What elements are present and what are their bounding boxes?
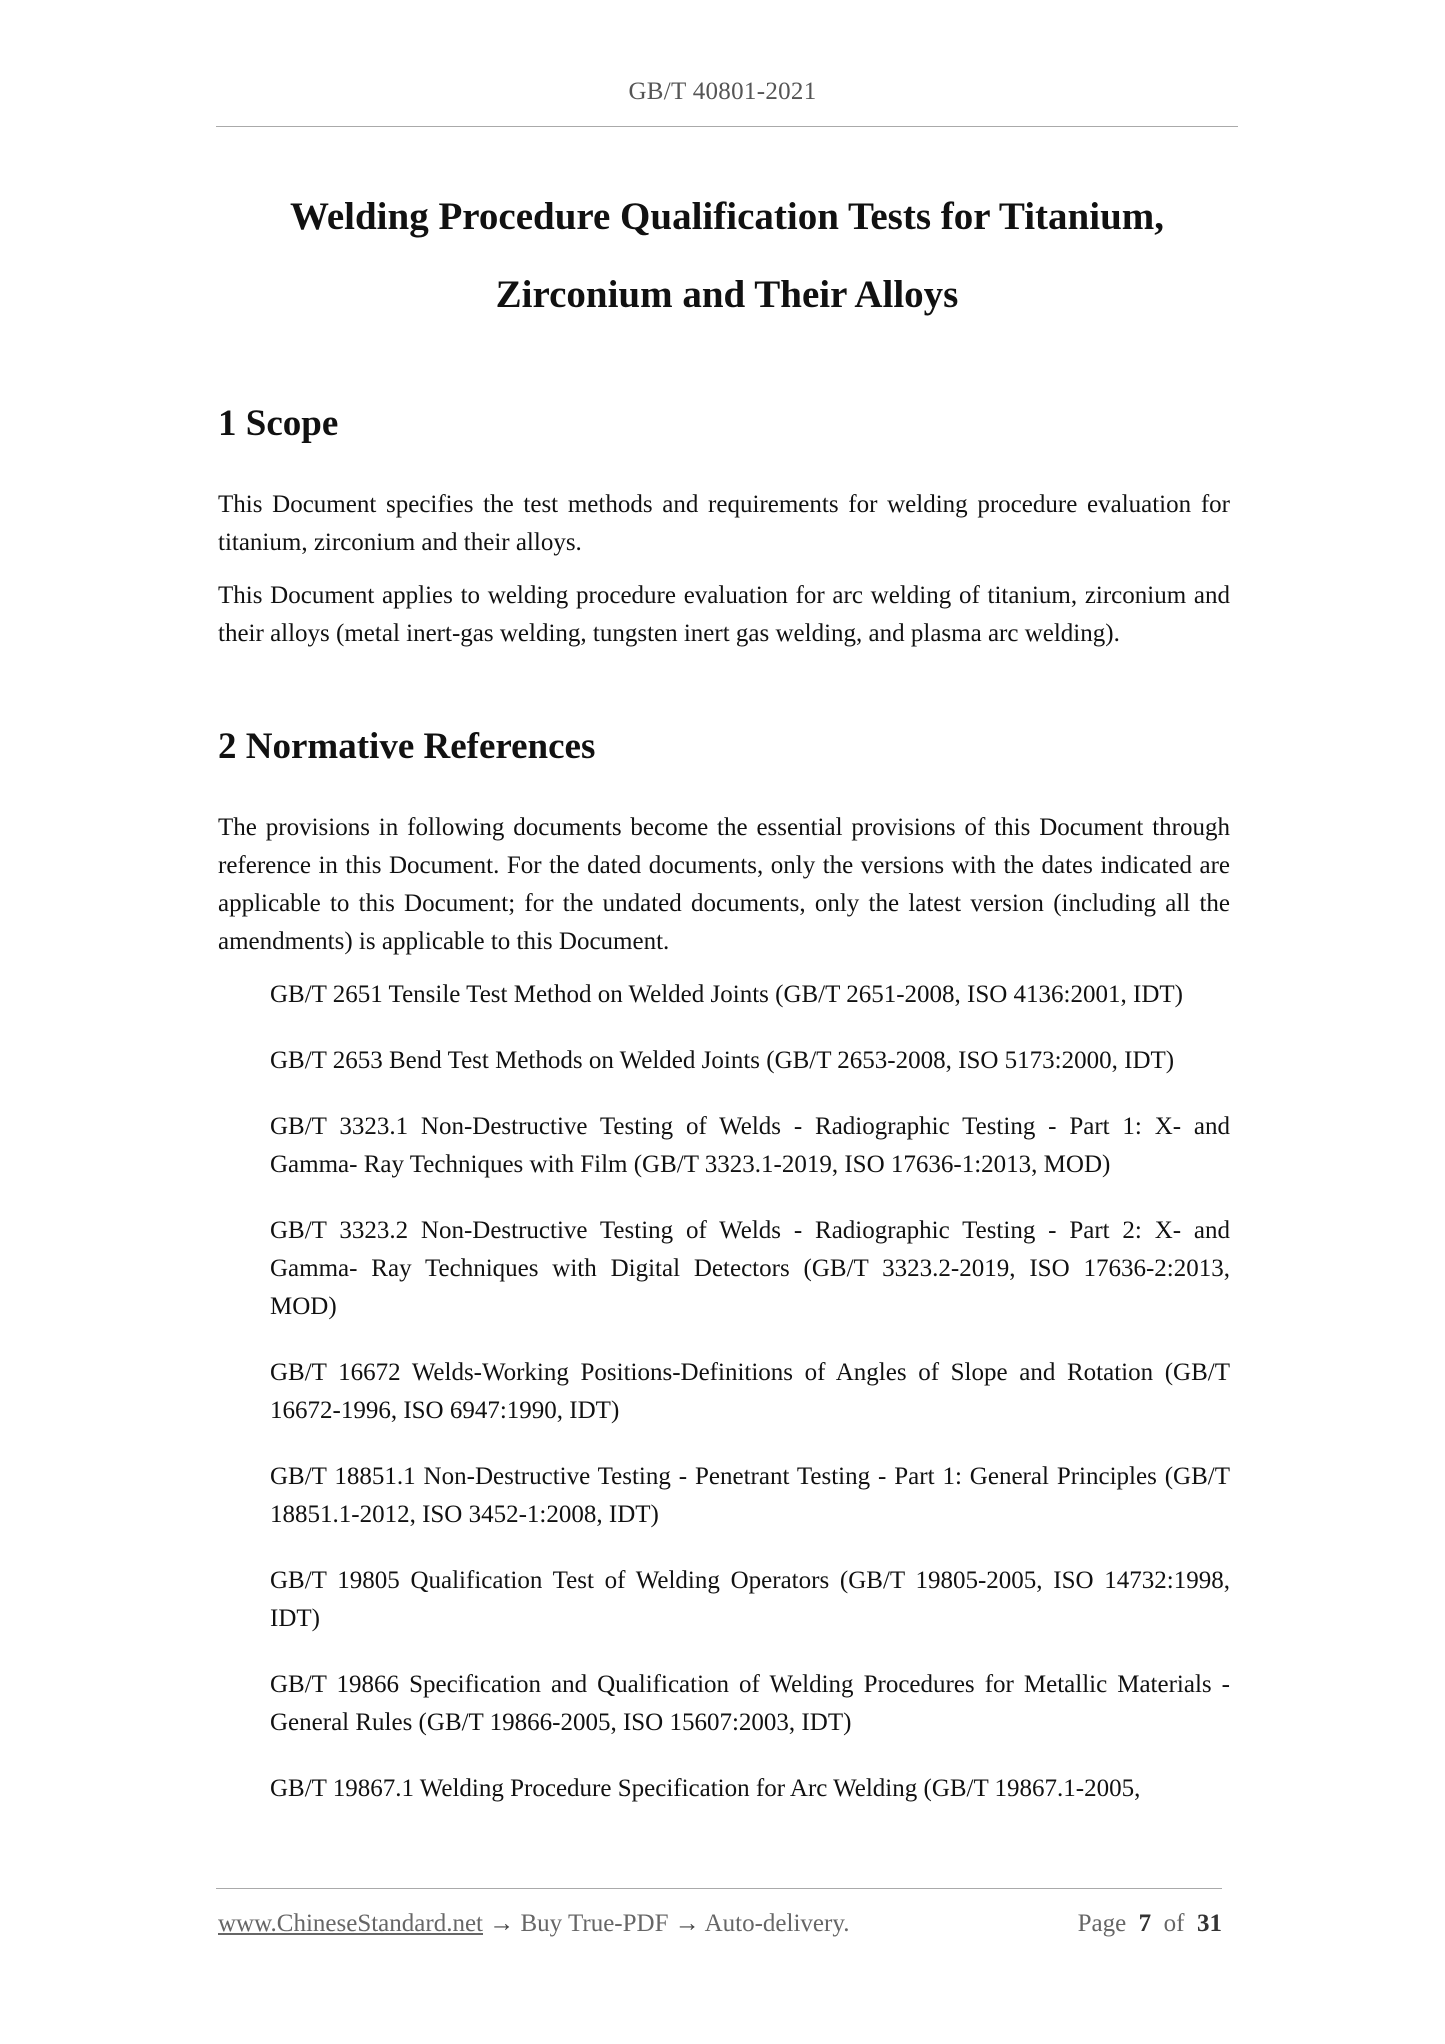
- reference-item: GB/T 3323.1 Non-Destructive Testing of Welds - Radiographic Testing - Part 1: X- and Gamma- Ray Techniques with Film (GB/T 3323.1-2019, ISO 17636-1:2013, MOD): [270, 1113, 1230, 1178]
- current-page-number: 7: [1138, 1910, 1152, 1937]
- header-divider: [216, 126, 1238, 127]
- buy-true-pdf-text: Buy True-PDF: [520, 1910, 669, 1937]
- footer-divider: [216, 1888, 1222, 1889]
- reference-item: GB/T 3323.2 Non-Destructive Testing of Welds - Radiographic Testing - Part 2: X- and Gamma- Ray Techniques with Digital Detectors (GB/T 3323.2-2019, ISO 17636-2:2013, MOD): [270, 1217, 1230, 1320]
- reference-list: [218, 976, 1230, 1808]
- reference-item: GB/T 19805 Qualification Test of Welding Operators (GB/T 19805-2005, ISO 14732:1998, IDT): [270, 1567, 1230, 1632]
- total-pages-number: 31: [1197, 1910, 1222, 1937]
- normative-intro-paragraph: The provisions in following documents become the essential provisions of this Document through reference in this Document. For the dated documents, only the versions with the dates indicated are applicable to this Document; for the undated documents, only the latest version (including all the amendments) is applicable to this Document.: [218, 814, 1230, 955]
- reference-item: GB/T 2653 Bend Test Methods on Welded Joints (GB/T 2653-2008, ISO 5173:2000, IDT): [270, 1047, 1175, 1074]
- auto-delivery-text: Auto-delivery.: [704, 1910, 850, 1937]
- document-body: [218, 402, 1230, 1836]
- page-label: Page: [1077, 1910, 1127, 1937]
- page-indicator: [1078, 1910, 1222, 1938]
- scope-paragraph: This Document applies to welding procedure evaluation for arc welding of titanium, zirconium and their alloys (metal inert-gas welding, tungsten inert gas welding, and plasma arc welding).: [218, 582, 1230, 647]
- title-line-1: Welding Procedure Qualification Tests for Titanium,: [290, 195, 1164, 238]
- reference-item: GB/T 19866 Specification and Qualification of Welding Procedures for Metallic Materials - General Rules (GB/T 19866-2005, ISO 15607:2003, IDT): [270, 1671, 1230, 1736]
- reference-item: GB/T 16672 Welds-Working Positions-Definitions of Angles of Slope and Rotation (GB/T 16672-1996, ISO 6947:1990, IDT): [270, 1359, 1230, 1424]
- reference-item: GB/T 18851.1 Non-Destructive Testing - Penetrant Testing - Part 1: General Principles (GB/T 18851.1-2012, ISO 3452-1:2008, IDT): [270, 1463, 1230, 1528]
- section-heading-normative-references: 2 Normative References: [218, 726, 596, 767]
- site-link[interactable]: www.ChineseStandard.net: [218, 1910, 483, 1937]
- reference-item: GB/T 19867.1 Welding Procedure Specification for Arc Welding (GB/T 19867.1-2005,: [270, 1775, 1141, 1802]
- document-title: [216, 178, 1238, 334]
- arrow-right-icon: →: [674, 1910, 700, 1937]
- scope-paragraph: This Document specifies the test methods and requirements for welding procedure evaluation for titanium, zirconium and their alloys.: [218, 491, 1230, 556]
- of-label: of: [1163, 1910, 1185, 1937]
- reference-item: GB/T 2651 Tensile Test Method on Welded Joints (GB/T 2651-2008, ISO 4136:2001, IDT): [270, 981, 1183, 1008]
- footer-promo: [218, 1910, 849, 1938]
- header-standard-code: GB/T 40801-2021: [628, 78, 817, 105]
- section-heading-scope: 1 Scope: [218, 403, 339, 444]
- arrow-right-icon: →: [489, 1910, 515, 1937]
- title-line-2: Zirconium and Their Alloys: [495, 273, 959, 316]
